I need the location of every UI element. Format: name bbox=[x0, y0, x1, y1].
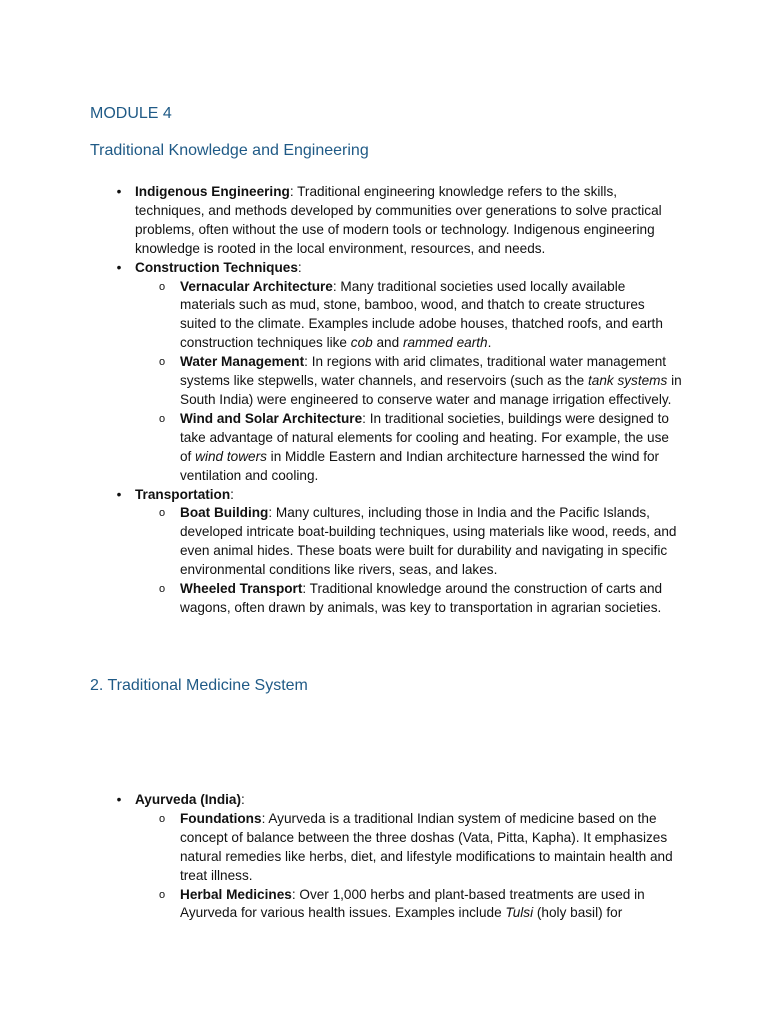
circle-bullet-icon: o bbox=[158, 812, 166, 825]
term-foundations: Foundations bbox=[180, 810, 262, 826]
term-herbal-medicines: Herbal Medicines bbox=[180, 886, 292, 902]
bullet-icon: • bbox=[116, 486, 122, 502]
section-title-medicine: 2. Traditional Medicine System bbox=[90, 677, 308, 694]
bullet-icon: • bbox=[116, 184, 122, 199]
term-water-management: Water Management bbox=[180, 354, 305, 370]
term-ayurveda: Ayurveda (India) bbox=[135, 792, 242, 807]
term-transportation: Transportation bbox=[135, 486, 231, 502]
term-wind-solar-architecture: Wind and Solar Architecture bbox=[180, 410, 363, 426]
list-item-vernacular-architecture: o Vernacular Architecture: Many traditional societies used locally available materials such as mud, stone, bamboo, wood, and thatch to create structures suited to the climate. Examples include adobe houses, thatched roofs, and earth construction techniques like cob and rammed earth. bbox=[113, 278, 683, 354]
medicine-list bbox=[113, 791, 683, 923]
circle-bullet-icon: o bbox=[158, 888, 166, 901]
circle-bullet-icon: o bbox=[158, 507, 166, 520]
module-title: MODULE 4 bbox=[90, 105, 172, 122]
list-item-ayurveda: • Ayurveda (India): bbox=[113, 791, 683, 810]
term-construction-techniques: Construction Techniques bbox=[135, 259, 298, 275]
term-boat-building: Boat Building bbox=[180, 505, 269, 521]
section-title-engineering: Traditional Knowledge and Engineering bbox=[90, 142, 369, 159]
circle-bullet-icon: o bbox=[158, 583, 166, 596]
list-item-wheeled-transport: o Wheeled Transport: Traditional knowledge around the construction of carts and wagons, often drawn by animals, was key to transportation in agrarian societies. bbox=[113, 580, 683, 618]
list-item-indigenous-engineering: • Indigenous Engineering: Traditional engineering knowledge refers to the skills, techniques, and methods developed by communities over generations to solve practical problems, often without the use of modern tools or technology. Indigenous engineering knowledge is rooted in the local environment, resources, and needs. bbox=[113, 183, 683, 259]
bullet-icon: • bbox=[116, 259, 122, 275]
list-item-construction-techniques: • Construction Techniques: bbox=[113, 259, 683, 278]
circle-bullet-icon: o bbox=[158, 412, 166, 425]
list-item-wind-solar-architecture: o Wind and Solar Architecture: In traditional societies, buildings were designed to take advantage of natural elements for cooling and heating. For example, the use of wind towers in Middle Eastern and Indian architecture harnessed the wind for ventilation and cooling. bbox=[113, 410, 683, 486]
list-item-boat-building: o Boat Building: Many cultures, including those in India and the Pacific Islands, developed intricate boat-building techniques, using materials like wood, reeds, and even animal hides. These boats were built for durability and navigating in specific environmental conditions like rivers, seas, and lakes. bbox=[113, 504, 683, 580]
engineering-list bbox=[113, 183, 683, 618]
circle-bullet-icon: o bbox=[158, 280, 166, 293]
circle-bullet-icon: o bbox=[158, 356, 166, 369]
list-item-transportation: • Transportation: bbox=[113, 486, 683, 505]
term-wheeled-transport: Wheeled Transport bbox=[180, 581, 303, 597]
term-indigenous-engineering: Indigenous Engineering bbox=[135, 184, 290, 199]
list-item-foundations: o Foundations: Ayurveda is a traditional Indian system of medicine based on the concept of balance between the three doshas (Vata, Pitta, Kapha). It emphasizes natural remedies like herbs, diet, and lifestyle modifications to maintain health and treat illness. bbox=[113, 810, 683, 886]
bullet-icon: • bbox=[116, 792, 122, 807]
list-item-herbal-medicines: o Herbal Medicines: Over 1,000 herbs and plant-based treatments are used in Ayurveda for various health issues. Examples include Tulsi (holy basil) for bbox=[113, 886, 683, 924]
term-vernacular-architecture: Vernacular Architecture bbox=[180, 278, 333, 294]
list-item-water-management: o Water Management: In regions with arid climates, traditional water management systems like stepwells, water channels, and reservoirs (such as the tank systems in South India) were engineered to conserve water and manage irrigation effectively. bbox=[113, 353, 683, 410]
